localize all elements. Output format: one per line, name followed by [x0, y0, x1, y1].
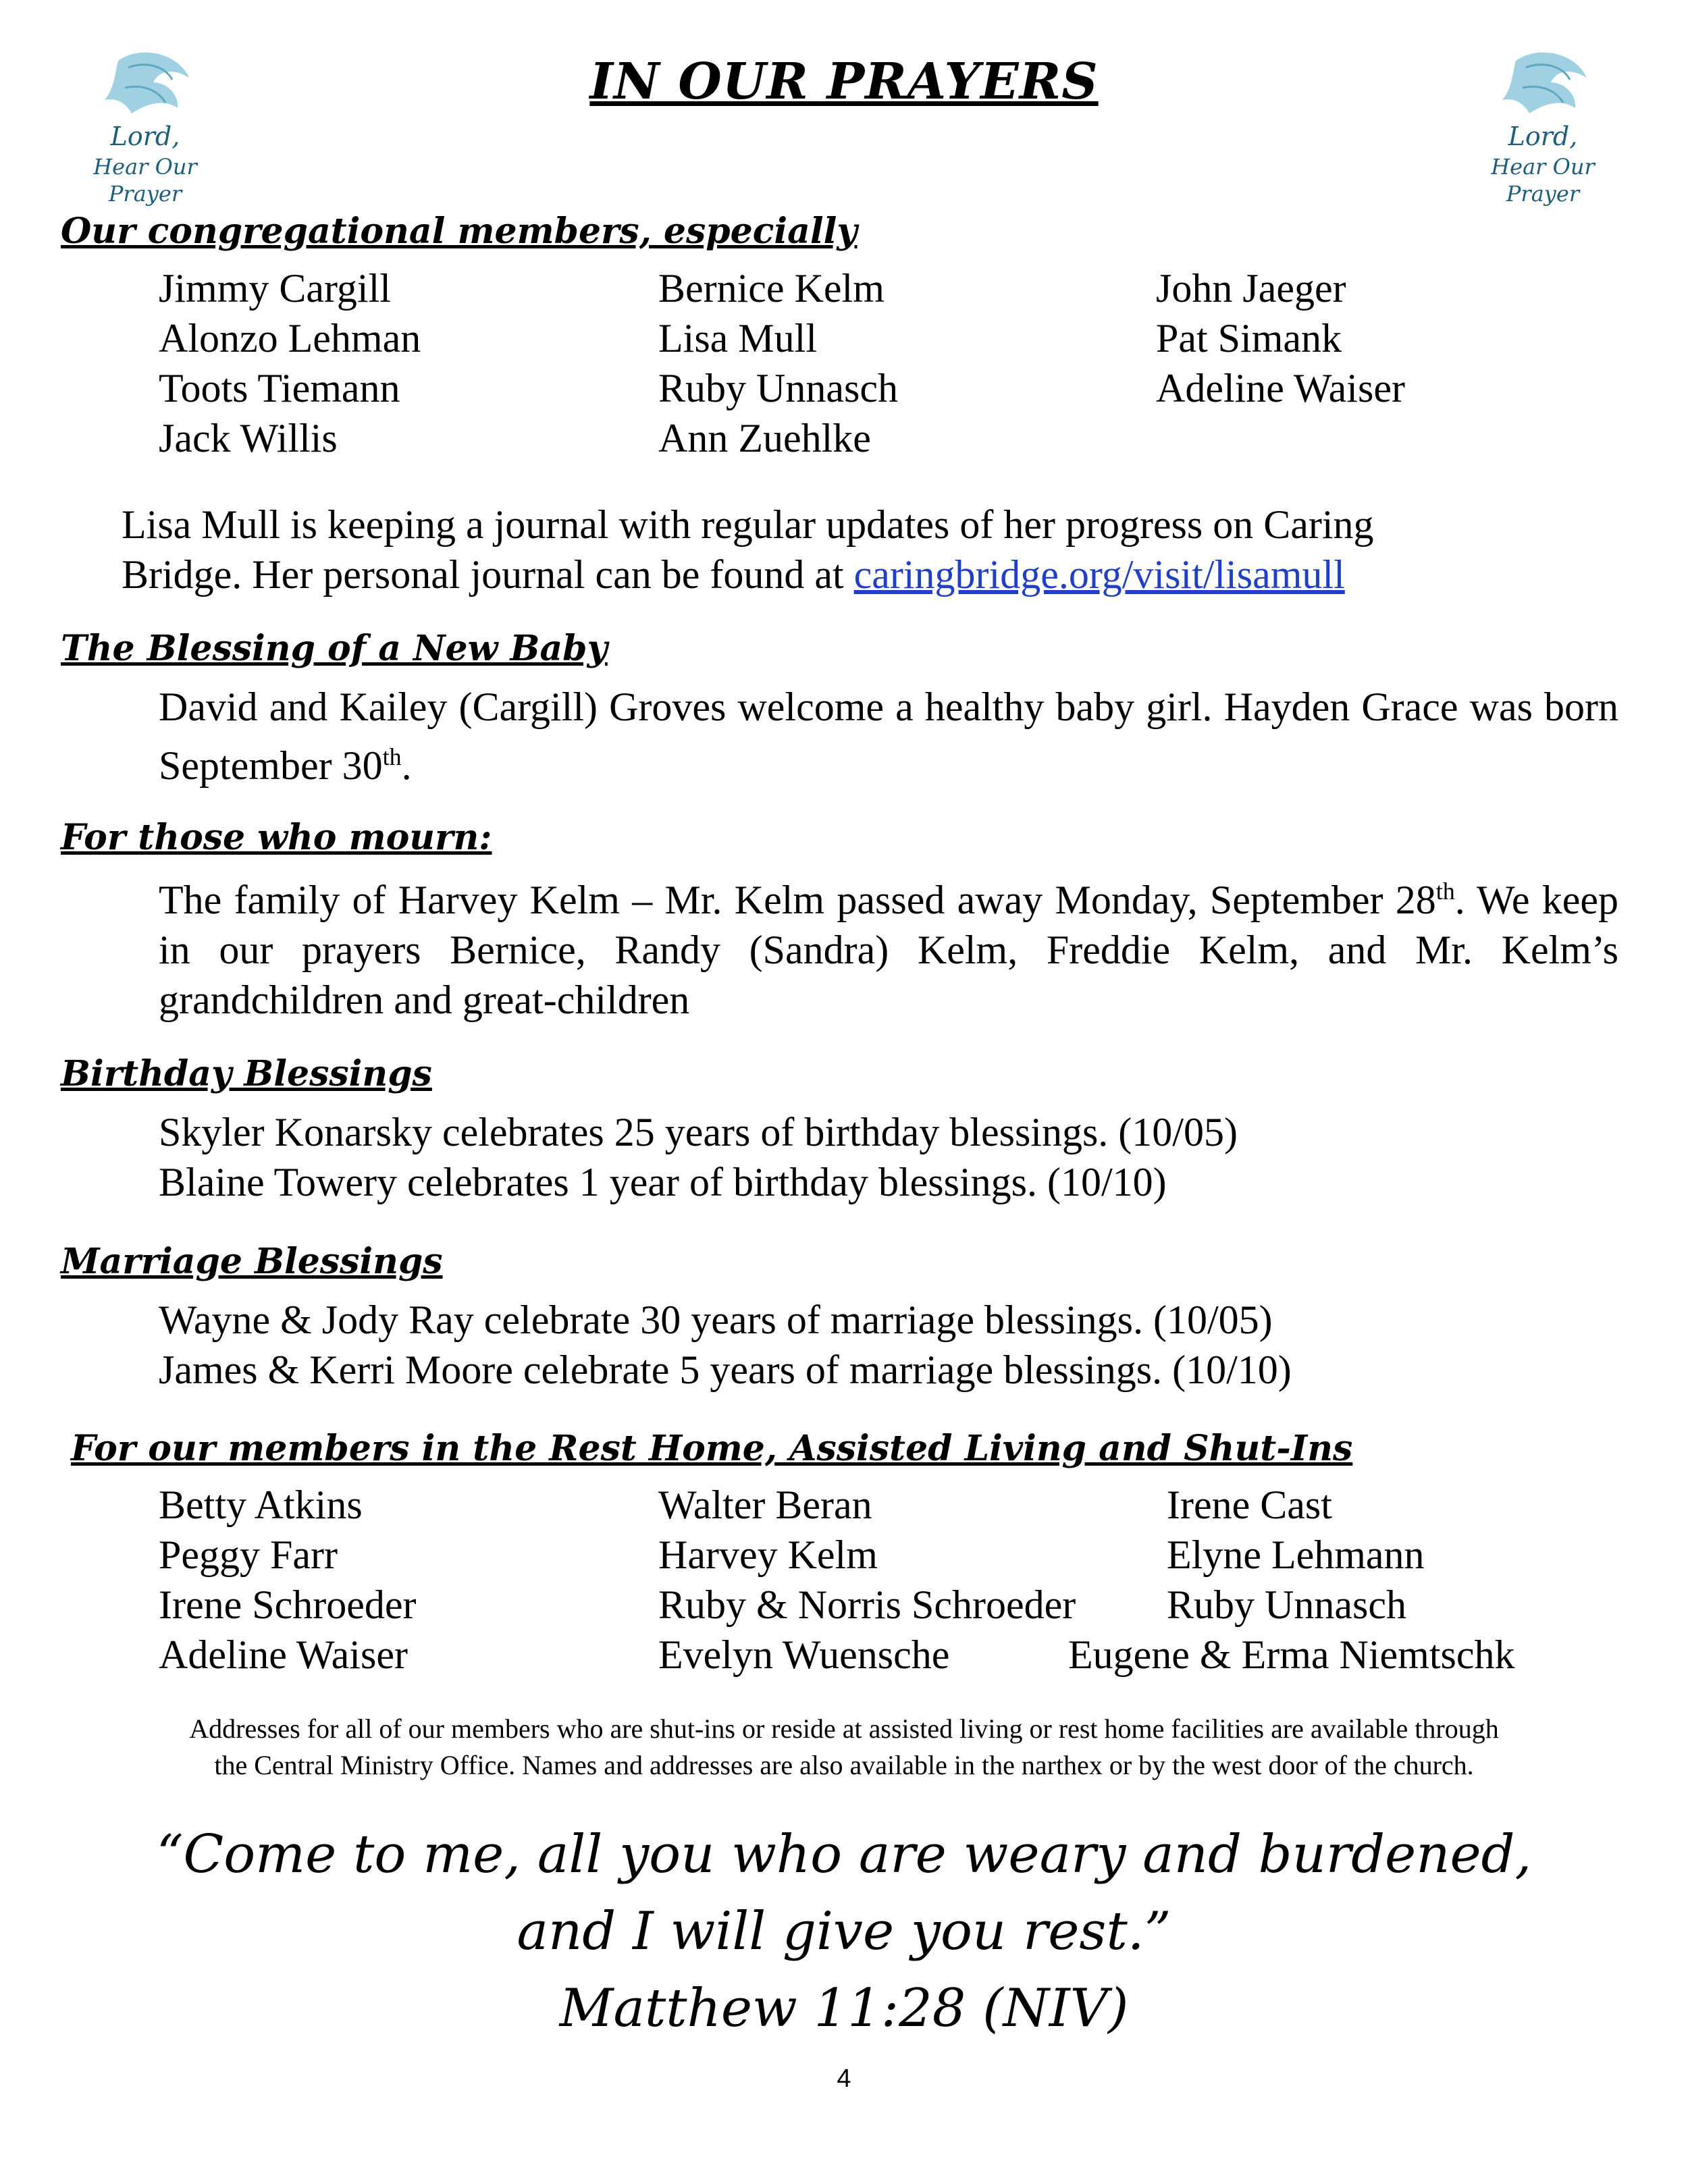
- superscript: th: [382, 743, 402, 770]
- list-item: Walter Beran: [658, 1483, 872, 1527]
- list-item: Eugene & Erma Niemtschk: [1068, 1632, 1515, 1677]
- list-item: Blaine Towery celebrates 1 year of birthday blessings. (10/10): [159, 1160, 1167, 1204]
- list-item: Irene Schroeder: [159, 1582, 417, 1627]
- page-number: 4: [837, 2065, 851, 2093]
- list-item: Pat Simank: [1156, 316, 1342, 361]
- congregational-column-2: [658, 263, 898, 463]
- list-item: Ruby Unnasch: [658, 366, 898, 410]
- list-item: Peggy Farr: [159, 1533, 338, 1577]
- mourn-text-a: The family of Harvey Kelm – Mr. Kelm passed away Monday, September 28: [159, 878, 1436, 922]
- note-line: the Central Ministry Office. Names and addresses are also available in the narthex or by the west door of the church.: [214, 1750, 1474, 1780]
- list-item: Jack Willis: [159, 416, 338, 460]
- marriage-list: [159, 1295, 1292, 1395]
- list-item: Ann Zuehlke: [658, 416, 871, 460]
- svg-text:Hear Our: Hear Our: [1491, 154, 1595, 180]
- list-item: Irene Cast: [1167, 1483, 1332, 1527]
- superscript: th: [1435, 878, 1455, 905]
- note-line: Addresses for all of our members who are shut-ins or reside at assisted living or rest home facilities are available through: [189, 1713, 1499, 1744]
- list-item: Jimmy Cargill: [159, 266, 391, 311]
- verse-reference: Matthew 11:28 (NIV): [559, 1978, 1129, 2039]
- rest-home-column-1: [159, 1480, 416, 1680]
- list-item: Elyne Lehmann: [1167, 1533, 1425, 1577]
- list-item: Evelyn Wuensche: [658, 1632, 950, 1677]
- new-baby-heading: The Blessing of a New Baby: [61, 628, 608, 669]
- list-item: John Jaeger: [1156, 266, 1346, 311]
- list-item: Bernice Kelm: [658, 266, 885, 311]
- list-item: Alonzo Lehman: [159, 316, 421, 361]
- page-title: IN OUR PRAYERS: [589, 53, 1099, 111]
- svg-text:Lord,: Lord,: [110, 122, 180, 151]
- list-item: Betty Atkins: [159, 1483, 363, 1527]
- list-item: Wayne & Jody Ray celebrate 30 years of marriage blessings. (10/05): [159, 1298, 1273, 1342]
- list-item: Toots Tiemann: [159, 366, 400, 410]
- rest-home-column-3: [1167, 1480, 1425, 1630]
- rest-home-column-3-last: [1068, 1630, 1514, 1680]
- scripture-verse: [0, 1816, 1688, 2047]
- birthday-heading: Birthday Blessings: [61, 1053, 432, 1094]
- journal-paragraph: [122, 500, 1499, 600]
- svg-text:Lord,: Lord,: [1508, 122, 1578, 151]
- new-baby-end: .: [401, 743, 412, 788]
- congregational-column-1: [159, 263, 421, 463]
- mourn-heading: For those who mourn:: [61, 817, 492, 858]
- congregational-column-3: [1156, 263, 1405, 413]
- verse-line-1: “Come to me, all you who are weary and burdened,: [156, 1824, 1532, 1885]
- marriage-heading: Marriage Blessings: [61, 1241, 443, 1282]
- list-item: James & Kerri Moore celebrate 5 years of marriage blessings. (10/10): [159, 1348, 1292, 1392]
- new-baby-paragraph: [159, 682, 1618, 791]
- list-item: Harvey Kelm: [658, 1533, 878, 1577]
- svg-text:Hear Our: Hear Our: [93, 154, 197, 180]
- caringbridge-link[interactable]: caringbridge.org/visit/lisamull: [853, 552, 1345, 597]
- list-item: Lisa Mull: [658, 316, 817, 361]
- svg-text:Prayer: Prayer: [1506, 181, 1580, 207]
- list-item: Ruby Unnasch: [1167, 1582, 1406, 1627]
- journal-text: Lisa Mull is keeping a journal with regular updates of her progress on Caring Bridge. Her personal journal can be found at: [122, 502, 1374, 597]
- list-item: Adeline Waiser: [159, 1632, 408, 1677]
- verse-line-2: and I will give you rest.”: [517, 1901, 1171, 1962]
- congregational-heading: Our congregational members, especially: [61, 211, 858, 252]
- list-item: Ruby & Norris Schroeder: [658, 1582, 1076, 1627]
- address-note: [0, 1711, 1688, 1784]
- rest-home-column-2: [658, 1480, 1076, 1680]
- rest-home-heading: For our members in the Rest Home, Assisted Living and Shut-Ins: [71, 1428, 1353, 1469]
- new-baby-text: David and Kailey (Cargill) Groves welcome a healthy baby girl. Hayden Grace was born September 30: [159, 685, 1618, 788]
- mourn-text-b: . We keep in our prayers Bernice, Randy (Sandra) Kelm, Freddie Kelm, and Mr. Kelm’s grandchildren and great-children: [159, 878, 1618, 1022]
- list-item: Skyler Konarsky celebrates 25 years of birthday blessings. (10/05): [159, 1110, 1238, 1154]
- birthday-list: [159, 1107, 1238, 1207]
- mourn-paragraph: [159, 866, 1618, 1025]
- list-item: Adeline Waiser: [1156, 366, 1405, 410]
- svg-text:Prayer: Prayer: [108, 181, 182, 207]
